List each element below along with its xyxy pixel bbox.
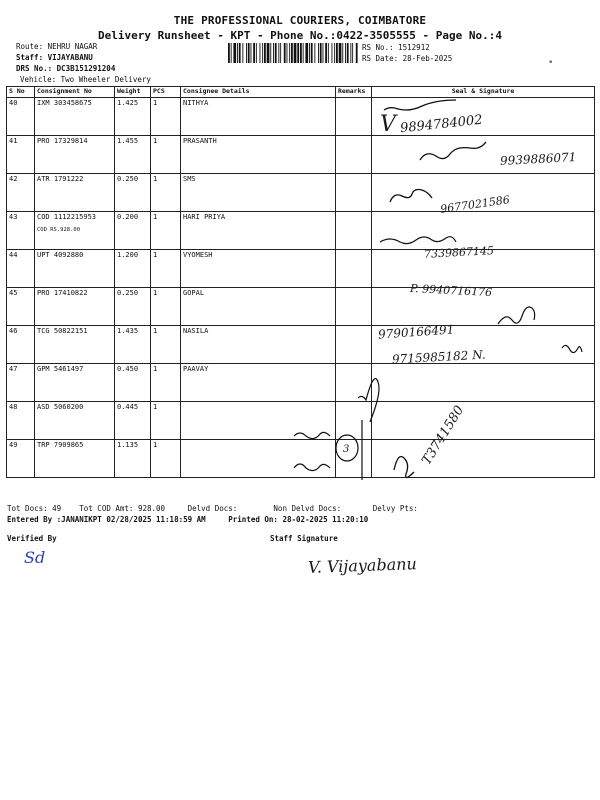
sig-40-scrawl: V <box>380 112 396 137</box>
row-consignment-no <box>35 212 115 250</box>
barcode-bar <box>242 43 243 63</box>
row-sno <box>7 288 35 326</box>
row-sno <box>7 440 35 478</box>
row-consignment-no-text: COD 1112215953 <box>37 213 97 221</box>
row-sno <box>7 364 35 402</box>
row-sno-text: 41 <box>9 137 18 145</box>
row-sno <box>7 250 35 288</box>
cod-amount: COD RS.928.00 <box>37 227 81 233</box>
row-consignment-no <box>35 174 115 212</box>
barcode-bar <box>352 43 353 63</box>
row-weight <box>115 364 151 402</box>
barcode-bar <box>256 43 257 63</box>
barcode-bar <box>251 43 252 63</box>
row-pcs <box>151 98 181 136</box>
barcode-bar <box>267 43 270 63</box>
row-pcs-text: 1 <box>153 289 158 297</box>
row-consignee-text: NASILA <box>183 327 209 335</box>
row-sno <box>7 136 35 174</box>
handwriting-strokes <box>236 90 596 500</box>
row-pcs-text: 1 <box>153 175 158 183</box>
col-remarks: Remarks <box>336 87 372 98</box>
row-consignment-no <box>35 440 115 478</box>
barcode-bar <box>262 43 263 63</box>
row-pcs <box>151 440 181 478</box>
row-weight <box>115 288 151 326</box>
barcode-bar <box>347 43 349 63</box>
row-consignment-no-text: ASD 5060200 <box>37 403 84 411</box>
row-sno-text: 43 <box>9 213 18 221</box>
row-consignment-no <box>35 402 115 440</box>
printed-on: Printed On: 28-02-2025 11:20:10 <box>228 515 369 524</box>
row-sno-text: 47 <box>9 365 18 373</box>
row-weight-text: 1.455 <box>117 137 139 145</box>
barcode-bar <box>334 43 335 63</box>
row-sno-text: 46 <box>9 327 18 335</box>
sig-40-number: 9894784002 <box>399 112 484 137</box>
row-sno <box>7 402 35 440</box>
row-sno-text: 49 <box>9 441 18 449</box>
barcode-bar <box>300 43 302 63</box>
barcode-bar <box>284 43 286 63</box>
rs-number: RS No.: 1512912 <box>362 43 430 52</box>
barcode-bar <box>320 43 322 63</box>
delivery-points: Delvy Pts: <box>372 504 418 513</box>
row-consignment-no <box>35 136 115 174</box>
barcode-bar <box>311 43 313 63</box>
row-pcs-text: 1 <box>153 365 158 373</box>
barcode-bar <box>289 43 290 63</box>
route-label: Route: NEHRU NAGAR <box>16 42 98 51</box>
row-consignment-no-text: GPM 5461497 <box>37 365 84 373</box>
pen-mark: • <box>548 58 554 68</box>
runsheet-subtitle: Delivery Runsheet - KPT - Phone No.:0422-3505555 - Page No.:4 <box>98 29 502 42</box>
barcode-bar <box>345 43 346 63</box>
barcode-bar <box>273 43 274 63</box>
barcode-bar <box>287 43 288 63</box>
row-weight-text: 0.250 <box>117 289 139 297</box>
sig-48-circle-number: 3 <box>343 444 350 455</box>
row-pcs-text: 1 <box>153 99 158 107</box>
col-sno: S No <box>7 87 35 98</box>
col-weight: Weight <box>115 87 151 98</box>
drs-label: DRS No.: DC3B151291204 <box>16 64 116 73</box>
row-pcs <box>151 288 181 326</box>
barcode-bar <box>356 43 358 63</box>
row-weight-text: 1.425 <box>117 99 139 107</box>
row-consignment-no-text: IXM 303458675 <box>37 99 92 107</box>
barcode-bar <box>323 43 324 63</box>
vehicle-label: Vehicle: Two Wheeler Delivery <box>20 75 151 84</box>
verified-signature: Sd <box>24 548 46 567</box>
row-pcs <box>151 402 181 440</box>
barcode-bar <box>336 43 338 63</box>
barcode-bar <box>294 43 297 63</box>
row-weight <box>115 402 151 440</box>
barcode-bar <box>239 43 241 63</box>
row-consignment-no-text: UPT 4092880 <box>37 251 84 259</box>
sig-45-number: 9790166491 <box>377 322 455 342</box>
row-consignee-text: HARI PRIYA <box>183 213 226 221</box>
row-sno-text: 48 <box>9 403 18 411</box>
barcode-bar <box>291 43 293 63</box>
barcode-bar <box>270 43 271 63</box>
row-consignee-text: GOPAL <box>183 289 205 297</box>
row-weight-text: 0.445 <box>117 403 139 411</box>
barcode-bar <box>309 43 310 63</box>
row-pcs-text: 1 <box>153 441 158 449</box>
barcode-bar <box>342 43 343 63</box>
rs-info <box>362 42 452 64</box>
row-pcs-text: 1 <box>153 213 158 221</box>
row-weight-text: 0.250 <box>117 175 139 183</box>
staff-label: Staff: VIJAYABANU <box>16 53 93 62</box>
entered-line <box>7 515 368 524</box>
totals-line <box>7 504 418 513</box>
row-consignment-no <box>35 288 115 326</box>
row-pcs-text: 1 <box>153 403 158 411</box>
row-pcs-text: 1 <box>153 327 158 335</box>
row-pcs-text: 1 <box>153 251 158 259</box>
row-consignee-text: PRASANTH <box>183 137 217 145</box>
row-sno-text: 44 <box>9 251 18 259</box>
staff-signature: V. Vijayabanu <box>307 554 418 577</box>
row-consignment-no-text: TRP 7909865 <box>37 441 84 449</box>
barcode-bar <box>339 43 342 63</box>
sig-43-number: 7339867145 <box>423 244 495 261</box>
row-sno <box>7 212 35 250</box>
rs-date: RS Date: 28-Feb-2025 <box>362 54 453 63</box>
row-weight-text: 0.200 <box>117 213 139 221</box>
barcode-bar <box>231 43 232 63</box>
entered-by: Entered By :JANANIKPT 02/28/2025 11:18:59 AM <box>7 515 206 524</box>
barcode-bar <box>314 43 315 63</box>
row-weight-text: 1.135 <box>117 441 139 449</box>
barcode-bar <box>328 43 329 63</box>
row-weight <box>115 136 151 174</box>
sig-48-number: T3741580 <box>419 403 468 468</box>
row-pcs <box>151 326 181 364</box>
row-pcs-text: 1 <box>153 137 158 145</box>
row-sno <box>7 174 35 212</box>
staff-signature-label: Staff Signature <box>270 534 338 543</box>
sig-46-number: 9715985182 N. <box>391 347 487 367</box>
sig-42-number: 9677021586 <box>439 193 511 216</box>
row-weight-text: 0.450 <box>117 365 139 373</box>
barcode-bar <box>305 43 308 63</box>
row-consignee-text: SMS <box>183 175 196 183</box>
row-pcs <box>151 174 181 212</box>
row-consignment-no-text: TCG 50822151 <box>37 327 88 335</box>
barcode-bar <box>237 43 238 63</box>
barcode-bar <box>253 43 255 63</box>
row-pcs <box>151 136 181 174</box>
row-weight <box>115 250 151 288</box>
row-consignment-no <box>35 250 115 288</box>
row-weight-text: 1.200 <box>117 251 139 259</box>
row-sno <box>7 98 35 136</box>
row-consignment-no <box>35 98 115 136</box>
barcode-bar <box>248 43 250 63</box>
barcode-bar <box>260 43 261 63</box>
row-consignment-no <box>35 326 115 364</box>
non-delivered-docs: Non Delvd Docs: <box>273 504 342 513</box>
barcode-bar <box>332 43 333 63</box>
barcode <box>228 43 358 63</box>
row-sno <box>7 326 35 364</box>
col-pcs: PCS <box>151 87 181 98</box>
col-consignment: Consignment No <box>35 87 115 98</box>
barcode-bar <box>228 43 230 63</box>
row-pcs <box>151 364 181 402</box>
row-pcs <box>151 212 181 250</box>
row-weight <box>115 174 151 212</box>
row-consignee-text: NITHYA <box>183 99 209 107</box>
sig-44-number: P. 9940716176 <box>409 281 493 300</box>
row-weight <box>115 212 151 250</box>
company-title: THE PROFESSIONAL COURIERS, COIMBATORE <box>173 14 427 27</box>
row-weight <box>115 440 151 478</box>
verified-by-label: Verified By <box>7 534 57 543</box>
barcode-bar <box>264 43 266 63</box>
barcode-bar <box>350 43 351 63</box>
barcode-bar <box>280 43 281 63</box>
barcode-bar <box>325 43 327 63</box>
total-cod: Tot COD Amt: 928.00 <box>79 504 166 513</box>
barcode-bar <box>318 43 319 63</box>
row-consignment-no-text: ATR 1791222 <box>37 175 84 183</box>
row-weight <box>115 98 151 136</box>
row-consignee-text: PAAVAY <box>183 365 209 373</box>
row-consignment-no-text: PRO 17410822 <box>37 289 88 297</box>
total-docs: Tot Docs: 49 <box>7 504 62 513</box>
row-sno-text: 42 <box>9 175 18 183</box>
barcode-bar <box>303 43 304 63</box>
row-consignment-no <box>35 364 115 402</box>
barcode-bar <box>297 43 299 63</box>
row-sno-text: 40 <box>9 99 18 107</box>
row-sno-text: 45 <box>9 289 18 297</box>
sig-41-number: 9939886071 <box>499 150 577 168</box>
row-pcs <box>151 250 181 288</box>
col-seal: Seal & Signature <box>372 87 595 98</box>
col-consignee: Consignee Details <box>181 87 336 98</box>
row-weight-text: 1.435 <box>117 327 139 335</box>
row-consignment-no-text: PRO 17329814 <box>37 137 88 145</box>
barcode-bar <box>246 43 247 63</box>
barcode-bar <box>275 43 277 63</box>
row-weight <box>115 326 151 364</box>
delivered-docs: Delvd Docs: <box>187 504 238 513</box>
barcode-bar <box>278 43 279 63</box>
barcode-bar <box>233 43 236 63</box>
row-consignee-text: VYOMESH <box>183 251 213 259</box>
